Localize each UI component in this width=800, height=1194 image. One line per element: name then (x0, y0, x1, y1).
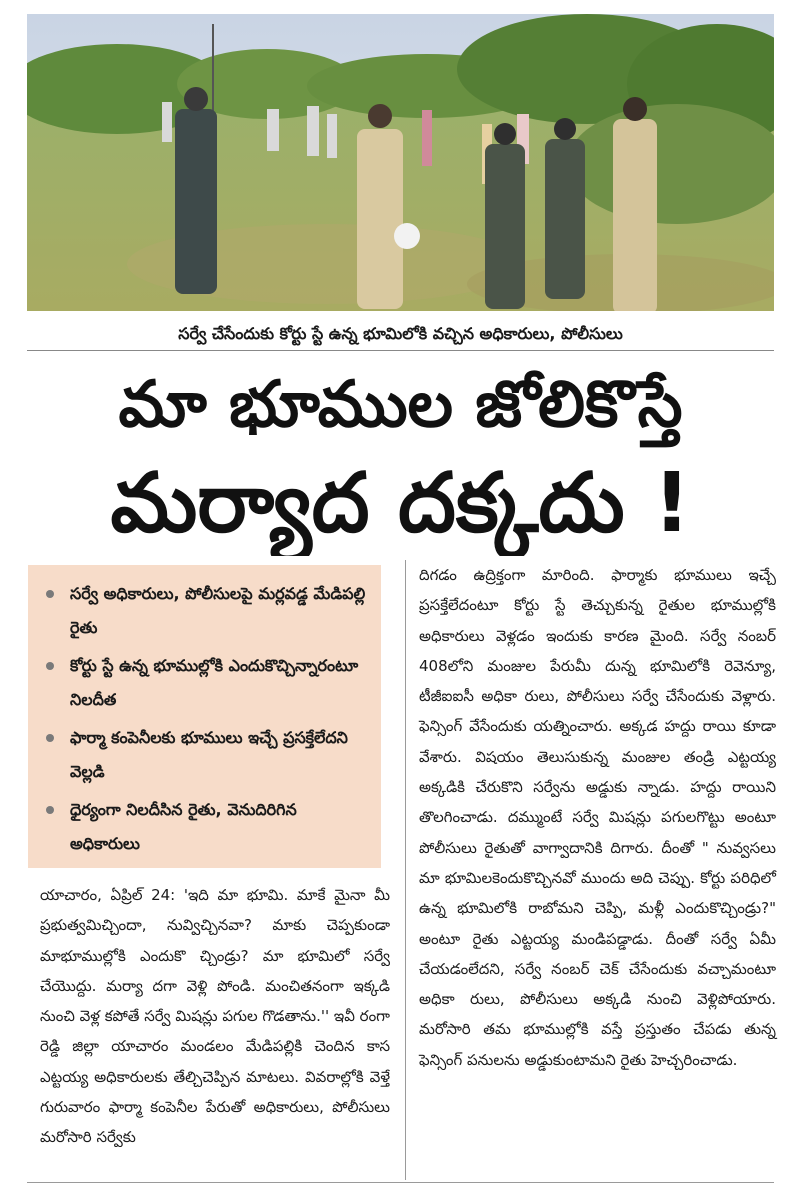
highlight-item (46, 793, 371, 861)
highlight-item (46, 721, 371, 789)
highlights-list (28, 565, 381, 861)
article-column-right (419, 560, 776, 1075)
news-photo (27, 14, 774, 311)
highlight-item (46, 577, 371, 645)
headline-line-1: మా భూముల జోలికొస్తే (118, 368, 683, 442)
article-paragraph: దిగడం ఉద్రిక్తంగా మారింది. ఫార్మాకు భూములు ఇచ్చే ప్రసక్తేలేదంటూ కోర్టు స్టే తెచ్చుకున్న రైతుల భూముల్లోకి అధికారులు వెళ్లడం ఇందుకు కారణ మైంది. సర్వే నంబర్ 408లోని మంజుల పేరుమీ దున్న భూమిలోకి రెవెన్యూ, టీజీఐఐసీ అధికా రులు, పోలీసులు సర్వే చేసేందుకు వెళ్లారు. ఫెన్సింగ్ వేసేందుకు యత్నించారు. అక్కడ హద్దు రాయి కూడా వేశారు. విషయం తెలుసుకున్న మంజుల తండ్రి ఎట్టయ్య అక్కడికి చేరుకొని సర్వేను అడ్డుకు న్నాడు. హద్దు రాయిని తొలగించాడు. దమ్ముంటే సర్వే మిషన్లు పగులగొట్టు అంటూ పోలీసులు రైతుతో వాగ్వాదానికి దిగారు. దీంతో " నువ్వసలు మా భూమిలకెందుకొచ్చినవో ముందు అది చెప్పు. కోర్టు పరిధిలో ఉన్న భూమిలోకి రాబోమని చెప్పి, మళ్లీ ఎందుకొచ్చిండ్రు?" అంటూ రైతు ఎట్టయ్య మండిపడ్డాడు. దీంతో సర్వే ఏమీ చేయడంలేదని, సర్వే నంబర్ చెక్ చేసేందుకు వచ్చామంటూ అధికా రులు, పోలీసులు అక్కడి నుంచి వెళ్లిపోయారు. మరోసారి తమ భూముల్లోకి వస్తే ప్రస్తుతం చేపడు తున్న ఫెన్సింగ్ పనులను అడ్డుకుంటామని రైతు హెచ్చరించాడు. (419, 566, 776, 1069)
bottom-rule (27, 1182, 774, 1183)
bullet-icon (46, 734, 54, 742)
bullet-icon (46, 806, 54, 814)
highlight-item (46, 649, 371, 717)
highlight-text: కోర్టు స్టే ఉన్న భూముల్లోకి ఎందుకొచ్చిన్నారంటూ నిలదీత (70, 656, 359, 709)
bullet-icon (46, 590, 54, 598)
headline-line-2: మర్యాద దక్కదు ! (110, 456, 691, 551)
highlight-text: ఫార్మా కంపెనీలకు భూములు ఇచ్చే ప్రసక్తేలేదని వెల్లడి (70, 728, 348, 781)
highlight-text: ధైర్యంగా నిలదీసిన రైతు, వెనుదిరిగిన అధికారులు (70, 800, 297, 853)
article-paragraph: యాచారం, ఏప్రిల్ 24: 'ఇది మా భూమి. మాకే మైనా మీ ప్రభుత్వమిచ్చిందా, నువ్విచ్చినవా? మాకు చెప్పకుండా మాభూముల్లోకి ఎందుకొ చ్చిండ్రు? మా భూమిలో సర్వే చేయొద్దు. మర్యా దగా వెళ్లి పోండి. మంచితనంగా ఇక్కడి నుంచి వెళ్ల కపోతే సర్వే మిషన్లు పగుల గొడతాను.'' ఇవీ రంగా రెడ్డి జిల్లా యాచారం మండలం మేడిపల్లికి చెందిన కాస ఎట్టయ్య అధికారులకు తేల్చిచెప్పిన మాటలు. వివరాల్లోకి వెళ్తే గురువారం ఫార్మా కంపెనీల పేరుతో అధికారులు, పోలీసులు మరోసారి సర్వేకు (40, 886, 390, 1147)
photo-caption: సర్వే చేసేందుకు కోర్టు స్టే ఉన్న భూమిలోకి వచ్చిన అధికారులు, పోలీసులు (27, 318, 774, 351)
column-divider (405, 560, 406, 1180)
highlights-box (28, 565, 381, 868)
highlight-text: సర్వే అధికారులు, పోలీసులపై మర్లవడ్డ మేడిపల్లి రైతు (70, 584, 366, 637)
article-column-left (40, 880, 390, 1153)
bullet-icon (46, 662, 54, 670)
